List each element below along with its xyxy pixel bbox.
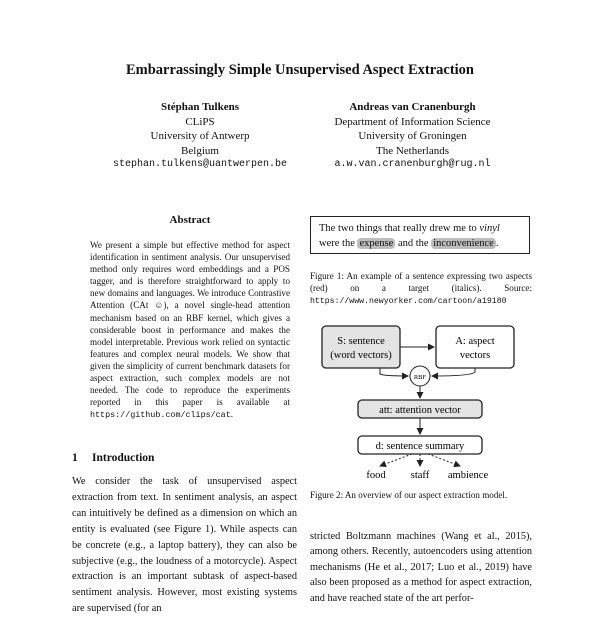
attention-box-label: att: attention vector (379, 405, 461, 416)
abstract-heading: Abstract (169, 214, 211, 226)
rbf-label: RBF (413, 374, 427, 381)
summary-box-label: d: sentence summary (375, 441, 465, 452)
sentence-box (322, 326, 400, 368)
author-affiliation: CLiPS (185, 115, 215, 128)
author-email: a.w.van.cranenburgh@rug.nl (334, 159, 491, 170)
abstract-body (90, 239, 290, 421)
caption-url[interactable]: https://www.newyorker.com/cartoon/a19180 (310, 297, 507, 307)
author-affiliation: University of Antwerp (150, 130, 250, 142)
author-affiliation: The Netherlands (376, 144, 449, 157)
output-label: ambience (447, 470, 489, 481)
author-affiliation: University of Groningen (358, 130, 467, 142)
author-name: Andreas van Cranenburgh (349, 101, 476, 113)
example-target: vinyl (479, 223, 500, 234)
figure2-caption: Figure 2: An overview of our aspect extraction model. (310, 490, 508, 500)
author-block-2 (305, 100, 520, 173)
code-link[interactable]: https://github.com/clips/cat (90, 410, 231, 421)
output-label: food (366, 470, 386, 481)
author-affiliation: Department of Information Science (334, 115, 491, 128)
caption-text: Figure 1: An example of a sentence expressing two aspects (red) on a target (italics). Source: (310, 271, 532, 294)
author-affiliation: Belgium (181, 144, 219, 157)
right-column-paragraph: stricted Boltzmann machines (Wang et al., 2015), among others. Recently, autoencoders using attention mechanisms (He et al., 2017; Luo et al., 2019) have also been proposed as a method for aspect extraction, and have reached state of the art perfor- (310, 531, 532, 604)
section-number: 1 (72, 452, 78, 464)
author-block-1 (95, 100, 305, 173)
paper-title: Embarrassingly Simple Unsupervised Aspect Extraction (125, 62, 474, 78)
example-text: and the (397, 238, 429, 249)
sentence-box-label: S: sentence (337, 336, 385, 347)
author-email: stephan.tulkens@uantwerpen.be (112, 159, 288, 170)
aspect-highlight: inconvenience (433, 238, 494, 249)
aspect-box-label: vectors (459, 350, 491, 361)
example-text: were the (319, 238, 355, 249)
sentence-box-label: (word vectors) (330, 350, 392, 361)
figure1-example-box (310, 216, 530, 254)
example-text: . (495, 238, 499, 249)
abstract-text: We present a simple but effective method for aspect identification in sentiment analysis. Our unsupervised method only requires word embeddings and a POS tagger, and is therefore straightforward to apply to new domains and languages. We introduce Contrastive Attention (CAt ☺), a novel single-head attention mechanism based on an RBF kernel, which gives a considerable boost in performance and makes the model interpretable. Previous work relied on syntactic features and complex neural models. We show that given the simplicity of current benchmark datasets for aspect extraction, such complex models are not needed. The code to reproduce the experiments reported in this paper is available at (90, 240, 290, 408)
intro-paragraph: We consider the task of unsupervised aspect extraction from text. In sentiment analysis, an aspect can intuitively be defined as a dimension on which an entity is evaluated (see Figure 1). While aspects can be concrete (e.g., a laptop battery), they can also be subjective (e.g., the loudness of a motorcycle). Aspect extraction is an important subtask of aspect-based sentiment analysis. However, most existing systems are supervised (for an (72, 476, 297, 615)
aspect-highlight: expense (359, 238, 394, 249)
author-name: Stéphan Tulkens (161, 101, 239, 113)
aspect-box (436, 326, 514, 368)
output-label: staff (410, 470, 430, 481)
figure2-diagram (300, 316, 540, 486)
example-text: The two things that really drew me to (319, 223, 477, 234)
section-heading (72, 452, 154, 464)
section-title: Introduction (92, 452, 155, 464)
aspect-box-label: A: aspect (455, 336, 495, 347)
figure1-caption (310, 270, 532, 309)
abstract-end: . (230, 409, 234, 420)
